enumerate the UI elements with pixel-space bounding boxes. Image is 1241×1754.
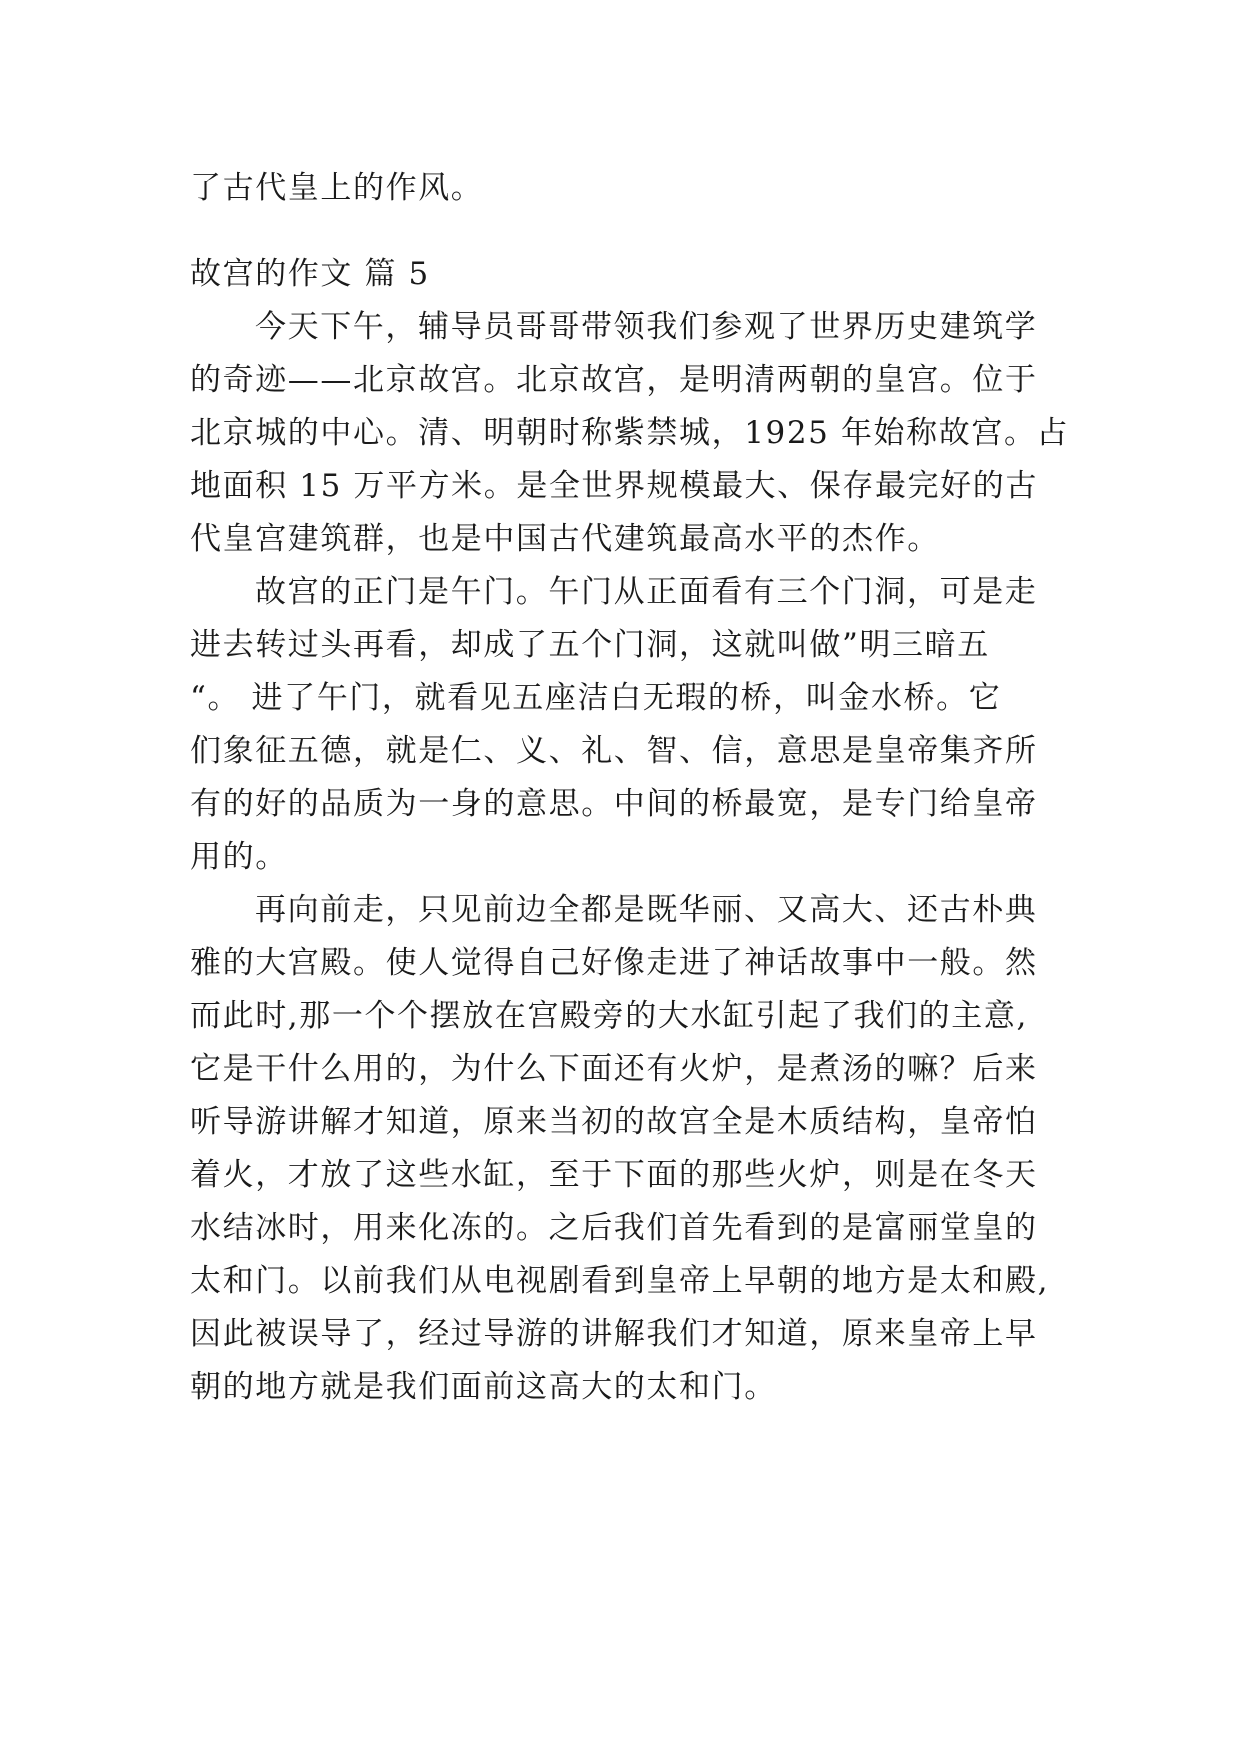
- paragraph-1-line-5: 代皇宫建筑群，也是中国古代建筑最高水平的杰作。: [190, 521, 940, 557]
- continuation-line: 了古代皇上的作风。: [190, 170, 484, 206]
- paragraph-1-line-2: 的奇迹——北京故宫。北京故宫，是明清两朝的皇宫。位于: [190, 362, 1038, 398]
- paragraph-3-line-2: 雅的大宫殿。使人觉得自己好像走进了神话故事中一般。然: [190, 945, 1038, 981]
- paragraph-3-line-5: 听导游讲解才知道，原来当初的故宫全是木质结构，皇帝怕: [190, 1104, 1038, 1140]
- paragraph-1-line-3: 北京城的中心。清、明朝时称紫禁城，1925 年始称故宫。占: [190, 415, 1070, 451]
- paragraph-3-line-1: 再向前走，只见前边全都是既华丽、又高大、还古朴典: [255, 892, 1038, 928]
- paragraph-3-line-3: 而此时,那一个个摆放在宫殿旁的大水缸引起了我们的主意,: [190, 998, 1028, 1034]
- paragraph-2-line-2: 进去转过头再看，却成了五个门洞，这就叫做”明三暗五: [190, 627, 990, 663]
- paragraph-3-line-10: 朝的地方就是我们面前这高大的太和门。: [190, 1369, 777, 1405]
- paragraph-3-line-8: 太和门。以前我们从电视剧看到皇帝上早朝的地方是太和殿,: [190, 1263, 1050, 1299]
- paragraph-3-line-6: 着火，才放了这些水缸，至于下面的那些火炉，则是在冬天: [190, 1157, 1038, 1193]
- paragraph-1-line-1: 今天下午，辅导员哥哥带领我们参观了世界历史建筑学: [255, 309, 1038, 345]
- paragraph-3-line-9: 因此被误导了，经过导游的讲解我们才知道，原来皇帝上早: [190, 1316, 1038, 1352]
- paragraph-3-line-7: 水结冰时，用来化冻的。之后我们首先看到的是富丽堂皇的: [190, 1210, 1038, 1246]
- paragraph-2-line-5: 有的好的品质为一身的意思。中间的桥最宽，是专门给皇帝: [190, 786, 1038, 822]
- paragraph-2-line-3: “。 进了午门，就看见五座洁白无瑕的桥，叫金水桥。它: [190, 680, 1002, 716]
- paragraph-2-line-4: 们象征五德，就是仁、义、礼、智、信，意思是皇帝集齐所: [190, 733, 1038, 769]
- paragraph-2-line-6: 用的。: [190, 839, 288, 875]
- paragraph-1-line-4: 地面积 15 万平方米。是全世界规模最大、保存最完好的古: [190, 468, 1038, 504]
- section-heading: 故宫的作文 篇 5: [190, 256, 430, 292]
- paragraph-2-line-1: 故宫的正门是午门。午门从正面看有三个门洞，可是走: [255, 574, 1038, 610]
- paragraph-3-line-4: 它是干什么用的，为什么下面还有火炉，是煮汤的嘛？后来: [190, 1051, 1038, 1087]
